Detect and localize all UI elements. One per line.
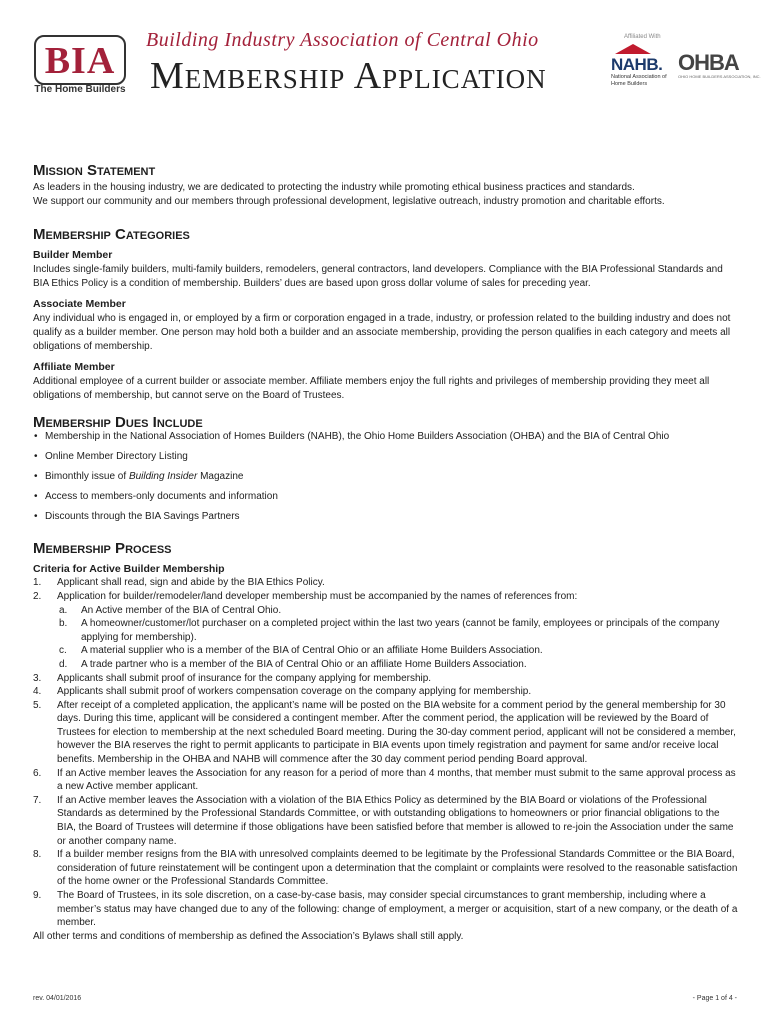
list-item [33,672,741,686]
item-text: Applicants shall submit proof of insurance for the company applying for membership. [57,672,432,684]
list-item [33,447,741,467]
bullet-icon: • [34,471,38,483]
mission-line-2: We support our community and our members through professional development, legislative outreach, industry promotion and charitable efforts. [33,195,665,207]
affiliate-member-title: Affiliate Member [33,361,115,374]
item-number: 4. [33,686,42,698]
item-number: 9. [33,890,42,901]
item-letter: b. [59,618,68,630]
dues-item-text: Bimonthly issue of [45,471,129,483]
house-roof-icon [615,44,651,54]
ohba-logo [678,46,761,82]
bia-logo-text: BIA [44,40,116,82]
dues-heading: Membership Dues Include [33,414,203,432]
affiliate-member-text: Additional employee of a current builder or associate member. Affiliate members enjoy the full rights and privileges of membership providing they meet all obligations of membership, but cannot serve on the Board of Trustees. [33,376,710,401]
dues-list [33,427,741,527]
item-number: 6. [33,767,42,779]
item-text: Applicants shall submit proof of workers compensation coverage on the company applying for membership. [57,686,532,698]
bullet-icon: • [34,511,38,523]
categories-heading: Membership Categories [33,226,190,244]
document-body [33,161,741,943]
item-letter: c. [59,645,67,657]
builder-member-text: Includes single-family builders, multi-family builders, remodelers, general contractors, land developers. Compliance with the BIA Professional Standards and BIA Ethics Policy is a condition of membership. Builders’ dues are based upon gross dollar volume of sales for preceding year. [33,264,723,289]
item-number: 5. [33,699,42,711]
builder-member-title: Builder Member [33,249,113,262]
item-text: A trade partner who is a member of the BIA of Central Ohio or an affiliate Home Builders Association. [81,658,527,670]
organization-name: Building Industry Association of Central Ohio [146,29,539,51]
item-number: 7. [33,794,42,806]
item-text: If a builder member resigns from the BIA with unresolved complaints deemed to be legitimate by the Professional Standards Committee or the BIA Board, consideration of future reinstatement will be contingent upon a determination that the complaint or complaints were resolved to the reasonable satisfaction of the home owner or the Professional Standards Committee. [57,849,738,888]
revision-date: rev. 04/01/2016 [33,995,82,1002]
list-item [33,889,741,930]
item-text: The Board of Trustees, in its sole discretion, on a case-by-case basis, may consider special circumstances to grant membership, including where a member’s status may have changed due to any of the following: change of employment, a merger or acquisition, start of a new company, or the death of a member. [57,890,738,929]
criteria-list [33,576,741,929]
item-number: 3. [33,672,42,684]
list-item [59,604,741,618]
list-item [33,590,741,672]
associate-member-text: Any individual who is engaged in, or employed by a firm or corporation engaged in a trade, industry, or profession related to the building industry and does not qualify as a builder member. One person may hold both a builder and an associate membership, providing the person qualifies in each category and meets all obligations of membership. [33,313,731,352]
mission-heading: Mission Statement [33,162,156,179]
list-item [33,685,741,699]
dues-item-text: Online Member Directory Listing [45,451,188,463]
dues-item-text: Magazine [197,471,244,483]
item-number: 2. [33,590,42,602]
item-text: Application for builder/remodeler/land developer membership must be accompanied by the names of references from: [57,590,578,602]
list-item [59,658,741,672]
references-list [57,604,741,672]
affiliated-label: Affiliated With [624,34,661,40]
list-item [33,848,741,889]
item-text: An Active member of the BIA of Central Ohio. [81,604,282,616]
item-number: 1. [33,577,42,589]
dues-item-text: Membership in the National Association of Homes Builders (NAHB), the Ohio Home Builders Association (OHBA) and the BIA of Central Ohio [45,431,670,443]
page-number: - Page 1 of 4 - [692,995,737,1002]
ohba-logo-subtitle: OHIO HOME BUILDERS ASSOCIATION, INC. [678,74,761,79]
list-item [33,576,741,590]
item-text: A homeowner/customer/lot purchaser on a completed project within the last two years (cannot be family, employees or principals of the company applying for membership). [81,618,720,643]
bullet-icon: • [34,491,38,503]
nahb-logo-subtitle: National Association of Home Builders [611,74,667,87]
item-letter: d. [59,658,68,670]
bia-logo-subtitle: The Home Builders [34,84,126,95]
list-item [33,767,741,794]
dues-item-text: Discounts through the BIA Savings Partners [45,511,240,523]
dues-item-text: Access to members-only documents and information [45,491,278,503]
item-text: If an Active member leaves the Association with a violation of the BIA Ethics Policy as determined by the BIA Board or violations of the Professional Standards as determined by the Professional Standards Committee, or with outstanding obligations to homeowners or prior financial obligations to the BIA, the Board of Trustees will determine if those obligations have been satisfied before that member is allowed to re-join the Association under the same or another company name. [57,794,734,847]
list-item [33,794,741,848]
bullet-icon: • [34,431,38,443]
process-heading: Membership Process [33,540,172,558]
item-number: 8. [33,849,42,861]
item-letter: a. [59,604,68,616]
nahb-logo-text: NAHB. [611,55,663,74]
item-text: If an Active member leaves the Association for any reason for a period of more than 4 months, that member must submit to the same approval process as a new Active member applicant. [57,767,736,793]
list-item [33,699,741,767]
list-item [33,487,741,507]
mission-line-1: As leaders in the housing industry, we are dedicated to protecting the industry while promoting ethical business practices and standards. [33,182,635,193]
criteria-title: Criteria for Active Builder Membership [33,563,225,576]
list-item [33,427,741,447]
closing-statement: All other terms and conditions of membership as defined the Association’s Bylaws shall still apply. [33,930,464,942]
list-item [59,644,741,658]
item-text: After receipt of a completed application, the applicant’s name will be posted on the BIA website for a comment period by the general membership for 30 days. During this time, applicant will be considered a contingent member. After the comment period, the application will be reviewed by the Board of Trustees for election to membership at the next scheduled Board meeting. During the 30-day comment period, applicant will not be considered a member, however the BIA reserves the right to permit applicants to participate in BIA events upon timely registration and payment for same and/or receive local benefits. Membership in the OHBA and NAHB will commence after the 30 day comment period pending Board approval. [57,699,736,766]
list-item [33,507,741,527]
associate-member-title: Associate Member [33,298,126,311]
bullet-icon: • [34,451,38,463]
item-text: Applicant shall read, sign and abide by the BIA Ethics Policy. [57,577,325,589]
item-text: A material supplier who is a member of the BIA of Central Ohio or an affiliate Home Builders Association. [81,645,543,657]
list-item [59,617,741,644]
page-title: Membership Application [150,55,547,97]
bia-logo [34,35,126,85]
nahb-logo [611,44,669,90]
ohba-logo-text: OHBA [678,50,739,75]
magazine-title: Building Insider [128,471,198,483]
list-item [33,467,741,487]
